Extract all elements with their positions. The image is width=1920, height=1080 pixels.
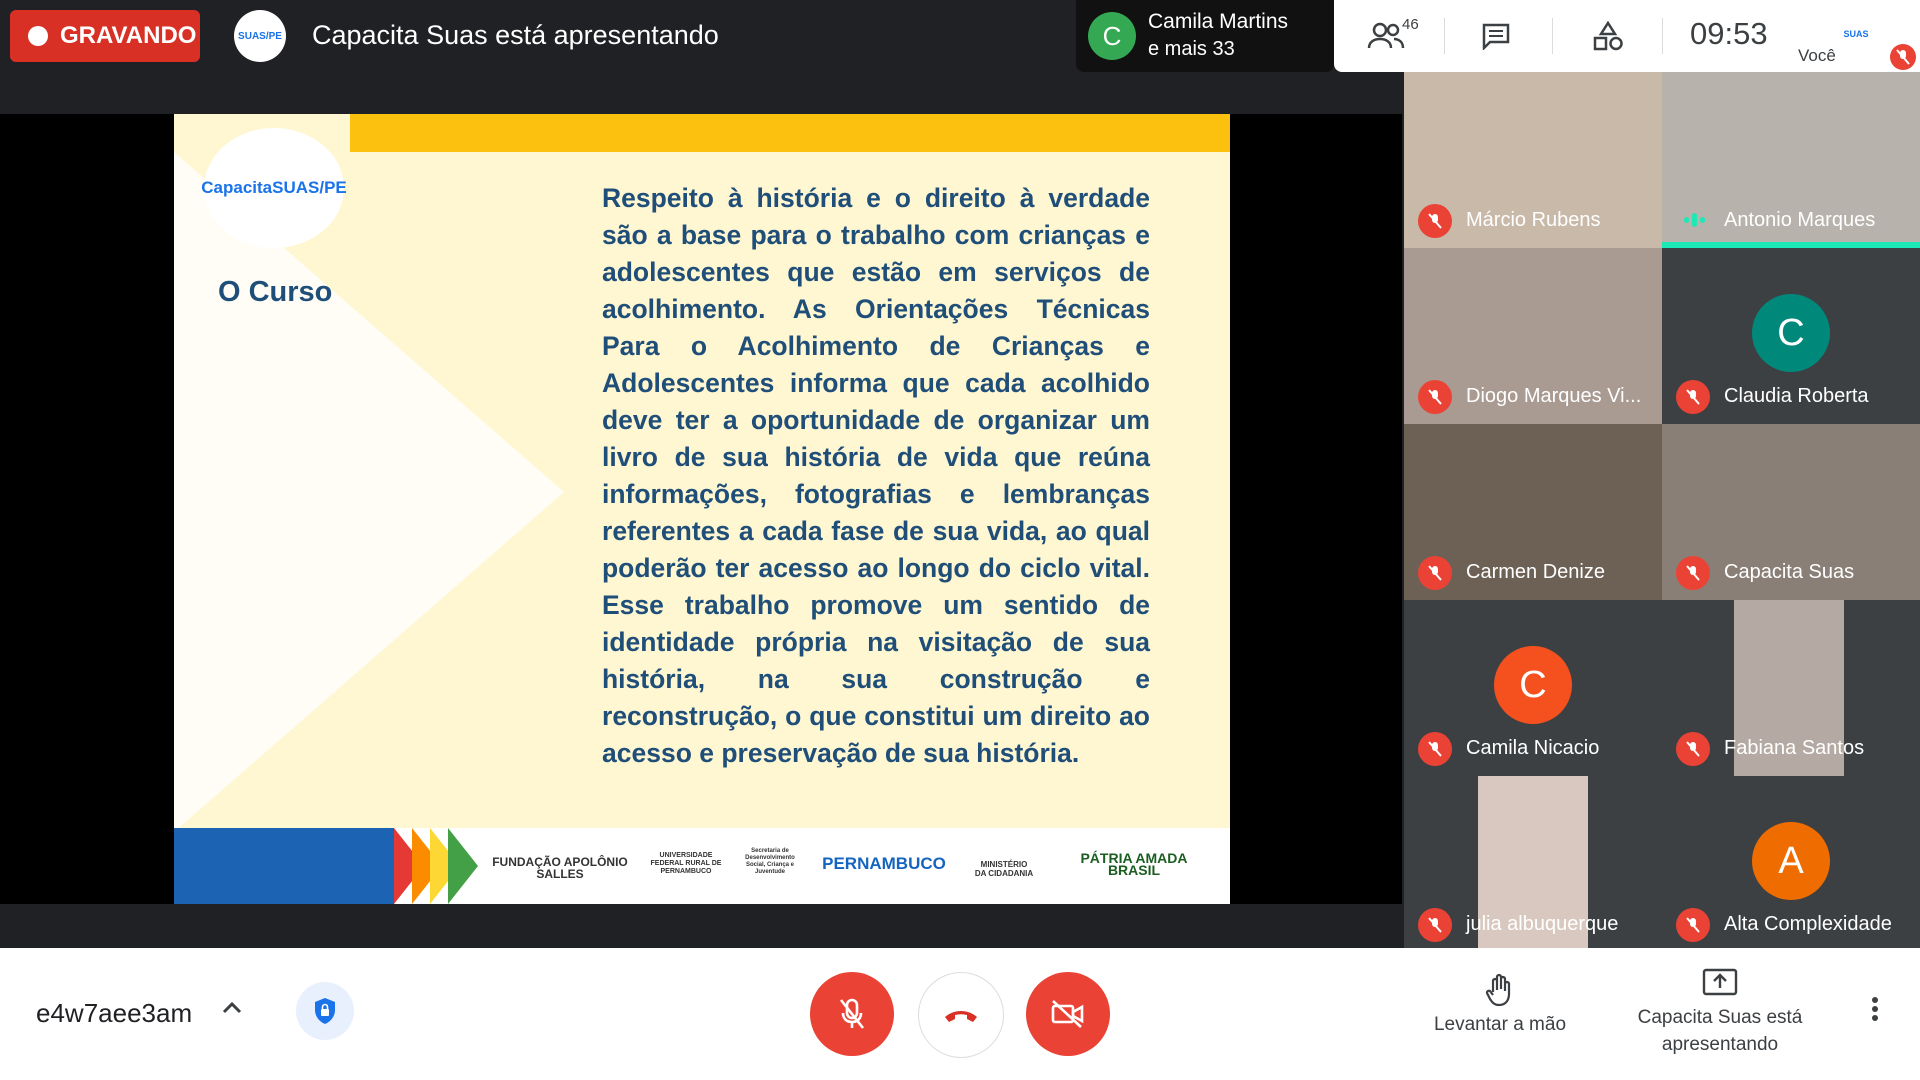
recording-dot-icon (28, 26, 48, 46)
partner-logo: Secretaria de Desenvolvimento Social, Criança e Juventude (745, 848, 795, 875)
notification-avatar: C (1088, 12, 1136, 60)
participant-name: Diogo Marques Vi... (1466, 385, 1642, 407)
toggle-camera-button[interactable] (1026, 972, 1110, 1056)
footer-blue-band (174, 828, 394, 904)
divider (1662, 18, 1663, 54)
self-mic-off-icon (1890, 44, 1916, 70)
present-screen-icon (1702, 968, 1738, 996)
chevron-up-icon[interactable] (218, 994, 246, 1022)
participant-name: Fabiana Santos (1724, 737, 1865, 759)
recording-label: GRAVANDO (60, 22, 197, 49)
participant-tile[interactable] (1662, 248, 1920, 424)
self-view-thumbnail[interactable] (1830, 12, 1882, 56)
partner-logo: FUNDAÇÃO APOLÔNIO SALLES (492, 855, 628, 881)
mic-off-icon (1418, 380, 1452, 414)
participant-tile[interactable] (1404, 776, 1662, 952)
presenter-logo-text: SUAS/PE (238, 30, 282, 42)
slide-logo-text: CapacitaSUAS/PE (201, 178, 347, 197)
participant-avatar: C (1752, 294, 1830, 372)
partner-logo: UNIVERSIDADE FEDERAL RURAL DE PERNAMBUCO (650, 852, 722, 875)
slide-arrow-shape (174, 152, 564, 832)
join-notification[interactable] (1076, 0, 1334, 72)
participant-grid (1404, 72, 1920, 948)
participant-tile[interactable] (1662, 776, 1920, 952)
host-controls-button[interactable] (296, 982, 354, 1040)
presenting-label: Capacita Suas está apresentando (1637, 1007, 1803, 1055)
participant-tile[interactable] (1404, 248, 1662, 424)
mic-off-icon (1418, 908, 1452, 942)
mic-off-icon (1676, 380, 1710, 414)
slide-heading: O Curso (218, 276, 333, 308)
participant-name: Claudia Roberta (1724, 385, 1869, 407)
participant-name: Antonio Marques (1724, 209, 1876, 231)
slide-top-band (350, 114, 1230, 152)
partner-logo: PERNAMBUCO (822, 854, 946, 873)
shield-lock-icon (312, 996, 338, 1026)
mic-off-icon (837, 997, 867, 1031)
people-count: 46 (1402, 16, 1419, 33)
participant-tile[interactable] (1404, 72, 1662, 248)
mic-off-icon (1418, 732, 1452, 766)
presentation-slide (174, 114, 1230, 904)
participant-name: Alta Complexidade (1724, 913, 1892, 935)
meeting-code[interactable]: e4w7aee3am (36, 998, 193, 1028)
participant-tile[interactable] (1662, 424, 1920, 600)
participant-tile[interactable] (1404, 600, 1662, 776)
mic-off-icon (1676, 732, 1710, 766)
chat-button[interactable] (1474, 14, 1518, 58)
notification-subtitle: e mais 33 (1148, 38, 1235, 60)
participant-avatar: C (1494, 646, 1572, 724)
self-logo-text: SUAS (1843, 29, 1869, 39)
slide-footer (174, 828, 1230, 904)
divider (1444, 18, 1445, 54)
activities-icon (1592, 21, 1624, 51)
people-icon (1367, 21, 1405, 51)
more-options-icon[interactable] (1860, 994, 1890, 1024)
activities-button[interactable] (1586, 14, 1630, 58)
footer-green-stripe (448, 828, 478, 904)
slide-body-text: Respeito à história e o direito à verdade são a base para o trabalho com crianças e adolescentes que estão em serviços de acolhimento. As Orientações Técnicas Para o Acolhimento de Crianças e Adolescentes informa que cada acolhido deve ter a oportunidade de organizar um livro de sua história de vida que reúna informações, fotografias e lembranças referentes a cada fase de sua vida, ao qual poderão ter acesso ao longo do ciclo vital. Esse trabalho promove um sentido de identidade própria na visitação de sua história, na sua construção e reconstrução, o que constitui um direito ao acesso e preservação de sua história. (602, 183, 1150, 768)
divider (1552, 18, 1553, 54)
bottom-bar (0, 948, 1920, 1080)
recording-badge (10, 10, 200, 62)
present-now-button[interactable] (1610, 968, 1830, 1058)
participant-tile[interactable] (1662, 72, 1920, 248)
participant-avatar: A (1752, 822, 1830, 900)
presenter-avatar (234, 10, 286, 62)
presenter-status: Capacita Suas está apresentando (312, 20, 719, 50)
slide-logo (201, 128, 347, 248)
participant-name: Camila Nicacio (1466, 737, 1600, 759)
mic-off-icon (1418, 204, 1452, 238)
mic-off-icon (1676, 908, 1710, 942)
mic-off-icon (1418, 556, 1452, 590)
raise-hand-button[interactable] (1420, 972, 1580, 1036)
clock: 09:53 (1690, 16, 1768, 51)
participant-name: Carmen Denize (1466, 561, 1605, 583)
self-label: Você (1798, 46, 1836, 65)
participant-name: Márcio Rubens (1466, 209, 1601, 231)
hang-up-icon (942, 1006, 980, 1024)
notification-name: Camila Martins (1148, 10, 1289, 33)
raise-hand-label: Levantar a mão (1433, 1014, 1567, 1035)
participant-name: julia albuquerque (1466, 913, 1619, 935)
toggle-mic-button[interactable] (810, 972, 894, 1056)
participant-tile[interactable] (1404, 424, 1662, 600)
partner-logo: MINISTÉRIO DA CIDADANIA (974, 860, 1034, 878)
raise-hand-icon (1485, 972, 1515, 1008)
participant-name: Capacita Suas (1724, 561, 1855, 583)
camera-off-icon (1050, 999, 1086, 1029)
leave-call-button[interactable] (918, 972, 1004, 1058)
speaking-indicator-icon (1682, 210, 1708, 230)
chat-icon (1481, 22, 1511, 50)
participant-tile[interactable] (1662, 600, 1920, 776)
partner-logo: PÁTRIA AMADA BRASIL (1080, 850, 1188, 878)
mic-off-icon (1676, 556, 1710, 590)
